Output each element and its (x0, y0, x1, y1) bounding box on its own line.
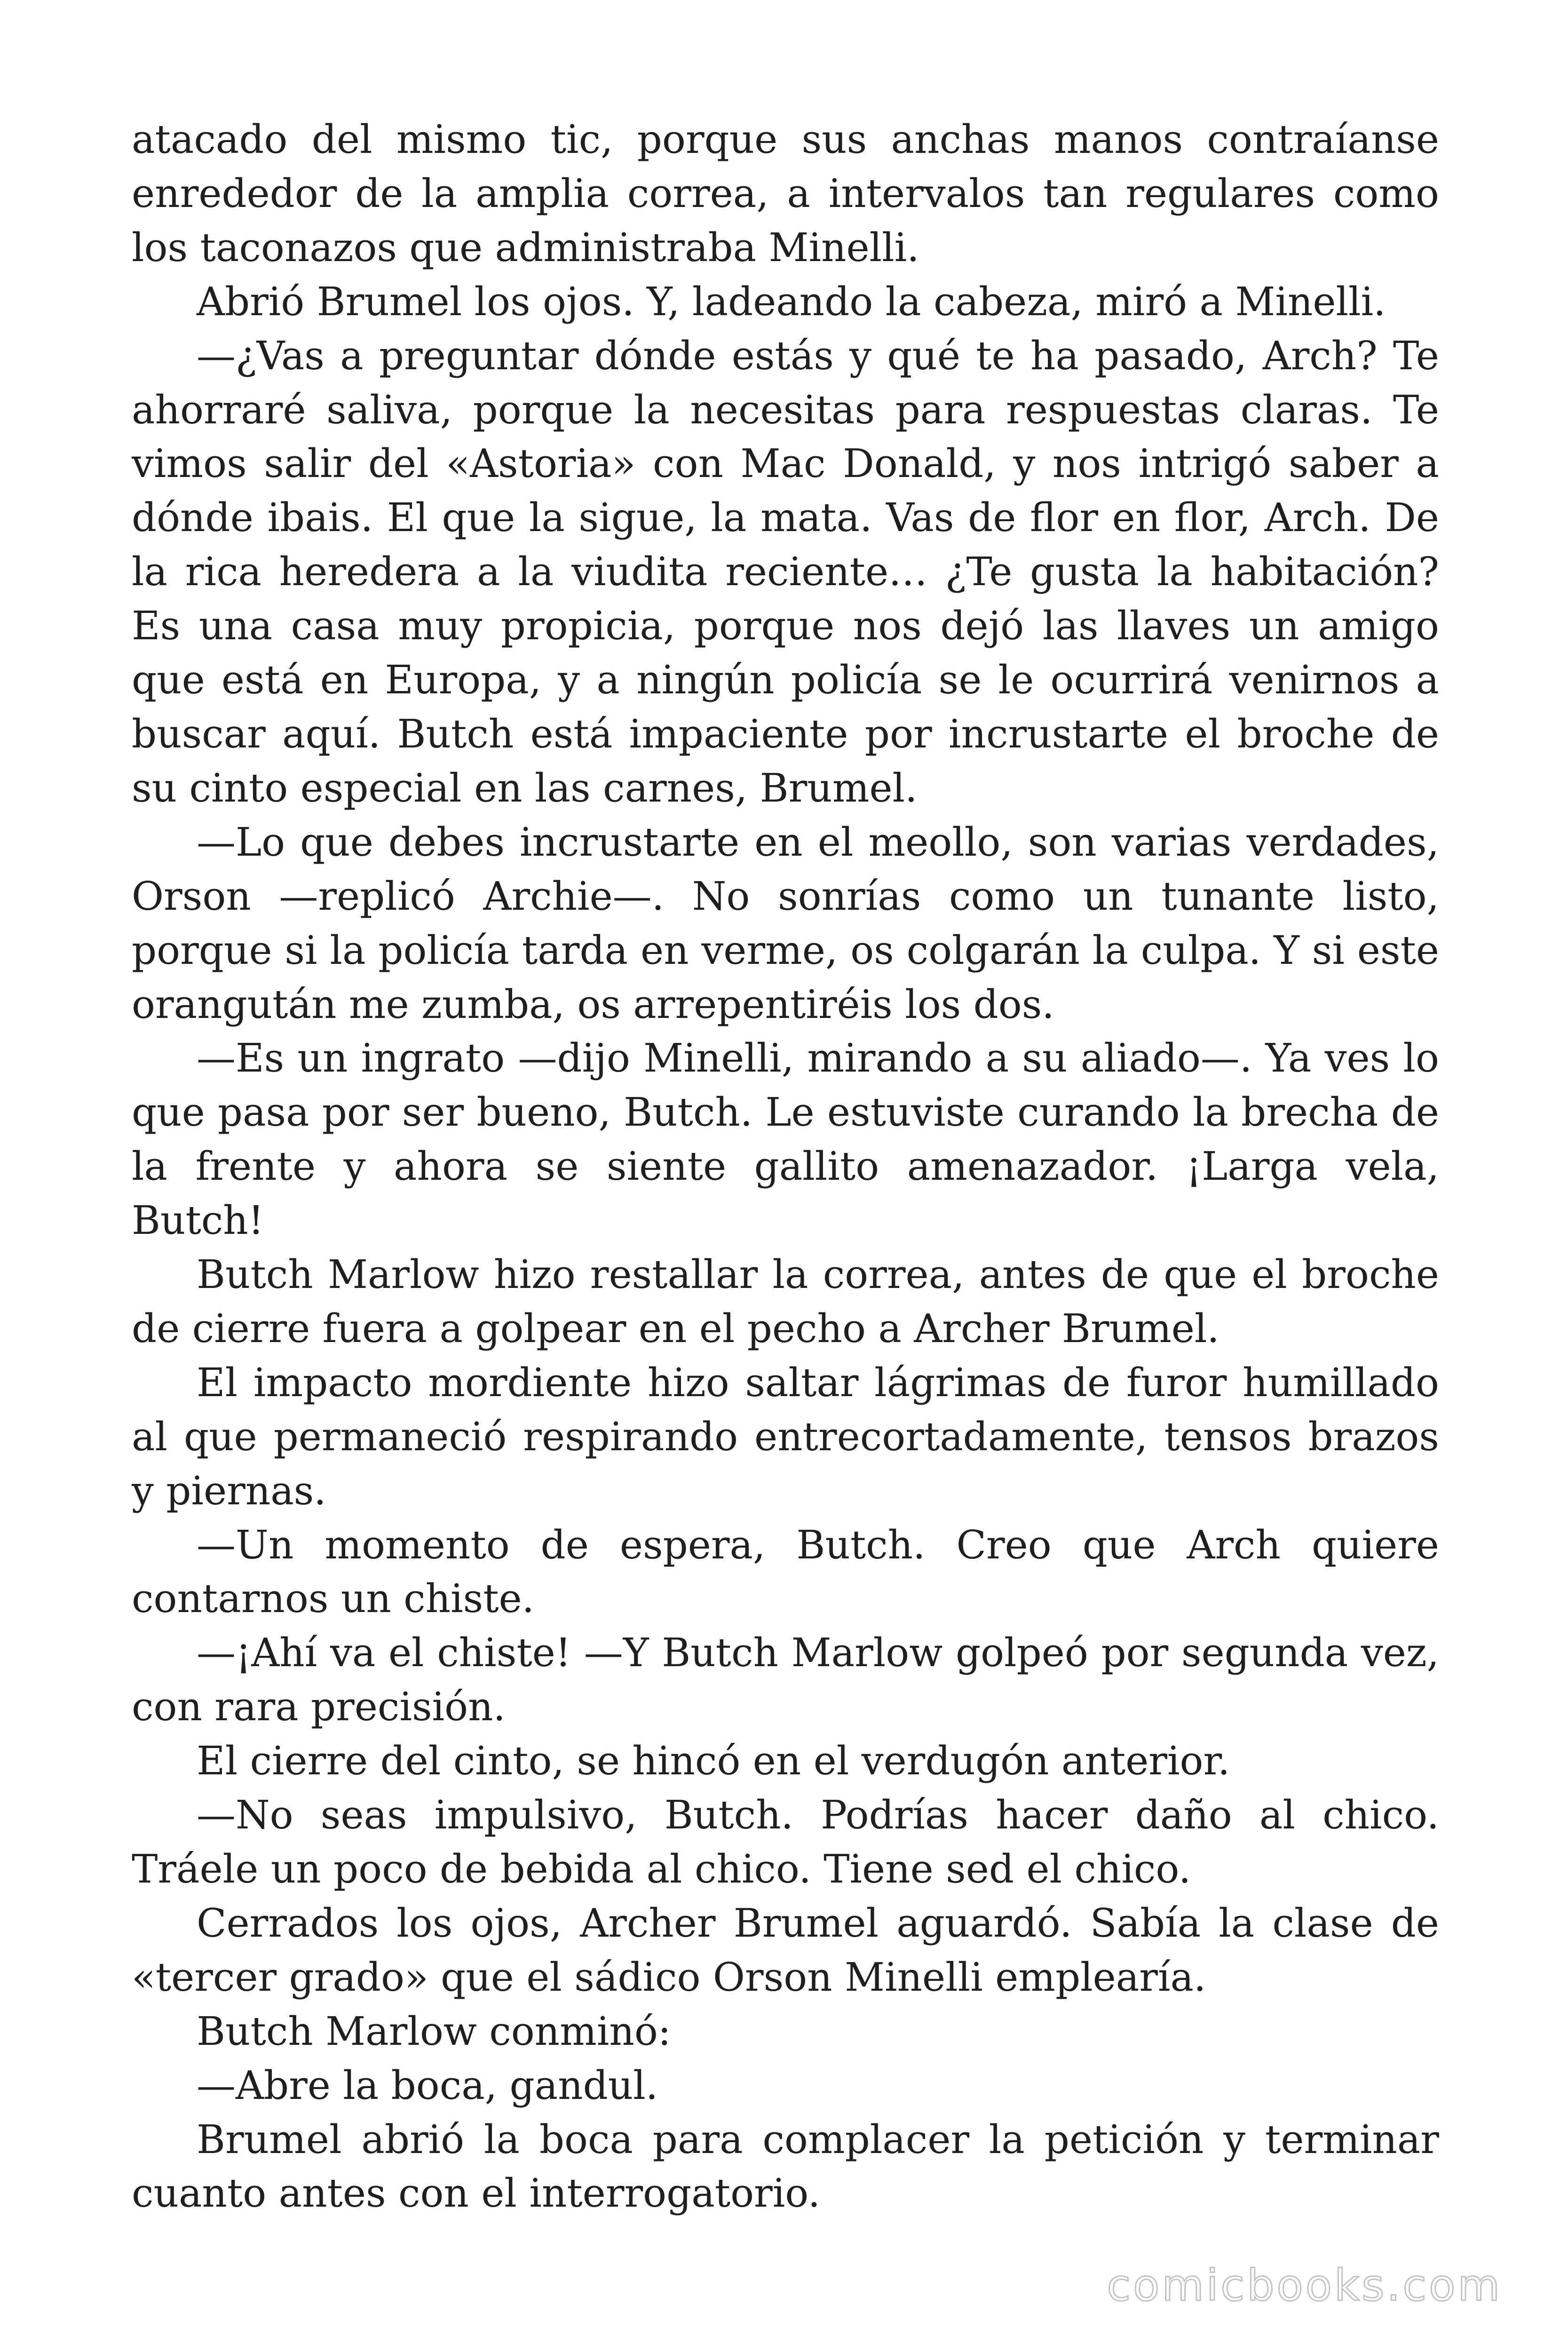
paragraph-5: —Es un ingrato —dijo Minelli, mirando a su aliado—. Ya ves lo que pasa por ser bueno, Butch. Le estuviste curando la brecha de la frente y ahora se siente gallito amenazador. ¡Larga vela, Butch! (132, 1035, 1439, 1244)
paragraph-6: Butch Marlow hizo restallar la correa, antes de que el broche de cierre fuera a golpear en el pecho a Archer Brumel. (132, 1252, 1439, 1351)
paragraph-3: —¿Vas a preguntar dónde estás y qué te ha pasado, Arch? Te ahorraré saliva, porque la necesitas para respuestas claras. Te vimos salir del «Astoria» con Mac Donald, y nos intrigó saber a dónde ibais. El que la sigue, la mata. Vas de flor en flor, Arch. De la rica heredera a la viudita reciente… ¿Te gusta la habitación? Es una casa muy propicia, porque nos dejó las llaves un amigo que está en Europa, y a ningún policía se le ocurrirá venirnos a buscar aquí. Butch está impaciente por incrustarte el broche de su cinto especial en las carnes, Brumel. (132, 333, 1439, 811)
paragraph-12: Cerrados los ojos, Archer Brumel aguardó. Sabía la clase de «tercer grado» que el sádico Orson Minelli emplearía. (132, 1900, 1439, 2000)
paragraph-9: —¡Ahí va el chiste! —Y Butch Marlow golpeó por segunda vez, con rara precisión. (132, 1630, 1439, 1730)
paragraph-11: —No seas impulsivo, Butch. Podrías hacer daño al chico. Tráele un poco de bebida al chico. Tiene sed el chico. (132, 1792, 1439, 1892)
paragraph-15: Brumel abrió la boca para complacer la petición y terminar cuanto antes con el interrogatorio. (132, 2116, 1439, 2217)
paragraph-4: —Lo que debes incrustarte en el meollo, son varias verdades, Orson —replicó Archie—. No sonrías como un tunante listo, porque si la policía tarda en verme, os colgarán la culpa. Y si este orangután me zumba, os arrepentiréis los dos. (132, 819, 1439, 1027)
paragraph-7: El impacto mordiente hizo saltar lágrimas de furor humillado al que permaneció respirando entrecortadamente, tensos brazos y piernas. (132, 1359, 1439, 1514)
paragraph-13: Butch Marlow conminó: (197, 2008, 671, 2054)
watermark: comicbooks.com (1107, 2260, 1502, 2311)
paragraph-1: atacado del mismo tic, porque sus anchas manos contraíanse enrededor de la amplia correa, a intervalos tan regulares como los taconazos que administraba Minelli. (132, 117, 1439, 270)
paragraph-8: —Un momento de espera, Butch. Creo que Arch quiere contarnos un chiste. (132, 1522, 1439, 1622)
paragraph-10: El cierre del cinto, se hincó en el verdugón anterior. (197, 1738, 1230, 1784)
book-page-text (132, 113, 1439, 2221)
paragraph-14: —Abre la boca, gandul. (197, 2062, 658, 2108)
paragraph-2: Abrió Brumel los ojos. Y, ladeando la cabeza, miró a Minelli. (197, 278, 1386, 325)
